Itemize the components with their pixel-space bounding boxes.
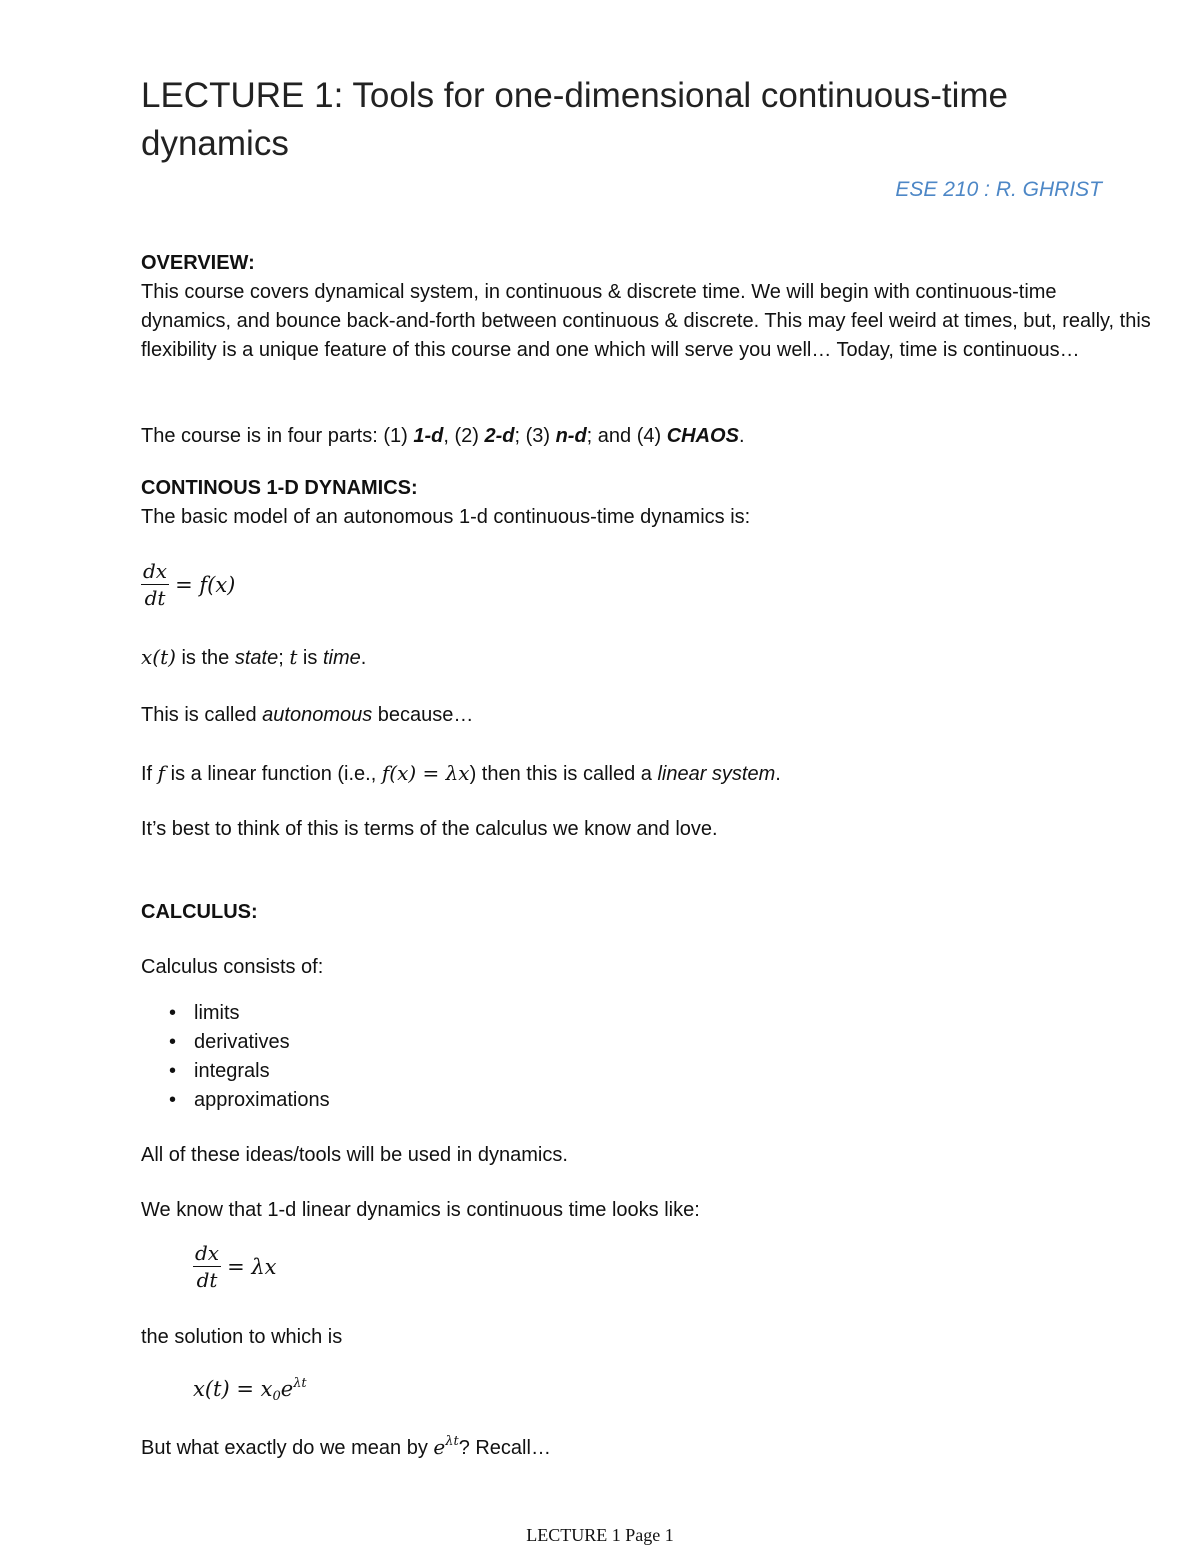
course-byline: ESE 210 : R. GHRIST: [895, 178, 1102, 201]
math-f: f: [157, 761, 166, 785]
equation-rhs: = λx: [227, 1254, 277, 1279]
part-2d: 2-d: [484, 425, 515, 447]
exponent: λt: [293, 1376, 307, 1391]
list-item: • approximations: [141, 1086, 330, 1115]
parts-end: .: [738, 425, 745, 447]
part-1d: 1-d: [413, 425, 444, 447]
linear-ode-equation: [193, 1240, 277, 1293]
math-t: t: [289, 645, 298, 669]
exp-base: e: [280, 1377, 294, 1401]
fraction-denominator: dt: [144, 586, 166, 610]
text: because…: [372, 704, 474, 726]
exponent: λt: [445, 1434, 459, 1449]
lecture-title-rest: : Tools for one-dimensional continuous-time dynamics: [141, 76, 1008, 163]
derivative-fraction: [193, 1240, 221, 1293]
text: .: [775, 763, 781, 785]
page-footer: LECTURE 1 Page 1: [526, 1525, 674, 1545]
list-item: • derivatives: [141, 1028, 330, 1057]
continuous-intro: The basic model of an autonomous 1-d continuous-time dynamics is:: [141, 506, 751, 528]
overview-paragraph: This course covers dynamical system, in continuous & discrete time. We will begin with continuous-time dynamics, and bounce back-and-forth between continuous & discrete. This may feel weird at times, but, really, this flexibility is a unique feature of this course and one which will serve you well… Today, time is continuous…: [141, 281, 1151, 361]
text: ? Recall…: [458, 1437, 551, 1459]
linear-dynamics-line: We know that 1-d linear dynamics is continuous time looks like:: [141, 1199, 700, 1221]
derivative-fraction: [141, 558, 169, 611]
tools-line: All of these ideas/tools will be used in dynamics.: [141, 1144, 568, 1166]
state-line: [141, 643, 366, 673]
calculus-intro: Calculus consists of:: [141, 956, 324, 978]
text: .: [360, 647, 367, 669]
term-time: time: [322, 647, 361, 669]
calculus-remark: It’s best to think of this is terms of the calculus we know and love.: [141, 818, 718, 840]
lecture-title-prefix: LECTURE 1: [141, 76, 334, 115]
part-nd: n-d: [555, 425, 587, 447]
text: is: [297, 647, 323, 669]
text: But what exactly do we mean by: [141, 1437, 434, 1459]
term-autonomous: autonomous: [262, 704, 373, 726]
term-linear-system: linear system: [657, 763, 776, 785]
overview-heading: OVERVIEW:: [141, 252, 255, 274]
exp-base: e: [433, 1435, 446, 1459]
calculus-list: [141, 999, 330, 1115]
subscript: 0: [272, 1389, 281, 1404]
math-linear-function: f(x) = λx: [381, 761, 470, 785]
parts-sep: , (2): [443, 425, 485, 447]
math-x-of-t: x(t): [141, 645, 176, 669]
text: If: [141, 763, 158, 785]
text: is the: [175, 647, 235, 669]
text: This is called: [141, 704, 263, 726]
parts-sep: ; and (4): [586, 425, 667, 447]
text: ) then this is called a: [469, 763, 658, 785]
equation-rhs: = f(x): [175, 572, 236, 597]
list-item: • limits: [141, 999, 330, 1028]
parts-intro: The course is in four parts: (1): [141, 425, 414, 447]
fraction-denominator: dt: [196, 1268, 218, 1292]
fraction-numerator: dx: [143, 559, 168, 583]
text: ;: [278, 647, 290, 669]
continuous-heading: CONTINOUS 1-D DYNAMICS:: [141, 477, 418, 499]
linear-line: [141, 759, 781, 789]
part-chaos: CHAOS: [666, 425, 739, 447]
parts-sep: ; (3): [514, 425, 556, 447]
calculus-heading: CALCULUS:: [141, 901, 258, 923]
question-line: [141, 1427, 551, 1463]
autonomous-line: [141, 701, 473, 730]
solution-equation: [193, 1376, 307, 1404]
solution-lhs: x(t) = x: [193, 1377, 273, 1401]
list-item: • integrals: [141, 1057, 330, 1086]
ode-equation: [141, 558, 235, 611]
lecture-title: [141, 72, 1071, 168]
solution-intro: the solution to which is: [141, 1326, 343, 1348]
course-parts-line: [141, 422, 745, 451]
term-state: state: [234, 647, 279, 669]
text: is a linear function (i.e.,: [165, 763, 382, 785]
fraction-numerator: dx: [195, 1241, 220, 1265]
